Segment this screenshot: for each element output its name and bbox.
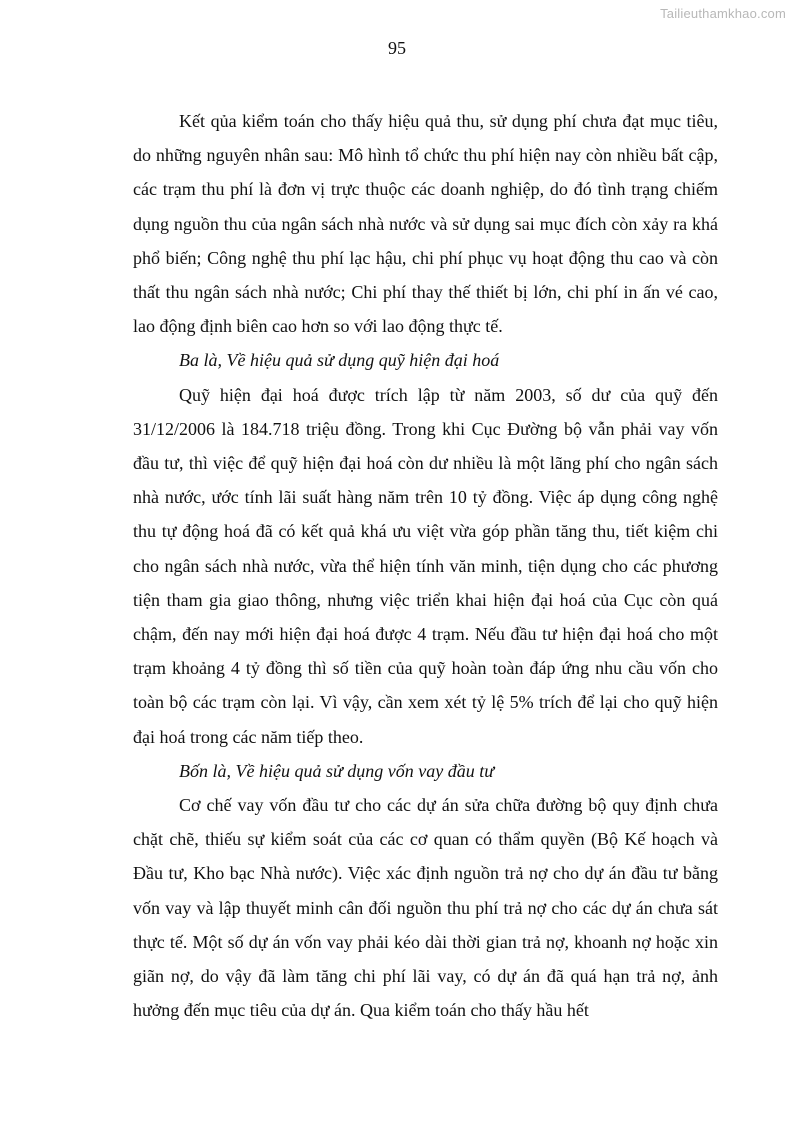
paragraph-modernization-fund: Quỹ hiện đại hoá được trích lập từ năm 2003, số dư của quỹ đến 31/12/2006 là 184.718 triệu đồng. Trong khi Cục Đường bộ vẫn phải vay vốn đầu tư, thì việc để quỹ hiện đại hoá còn dư nhiều là một lãng phí cho ngân sách nhà nước, ước tính lãi suất hàng năm trên 10 tỷ đồng. Việc áp dụng công nghệ thu tự động hoá đã có kết quả khá ưu việt vừa góp phần tăng thu, tiết kiệm chi cho ngân sách nhà nước, vừa thể hiện tính văn minh, tiện dụng cho các phương tiện tham gia giao thông, nhưng việc triển khai hiện đại hoá của Cục còn quá chậm, đến nay mới hiện đại hoá được 4 trạm. Nếu đầu tư hiện đại hoá cho một trạm khoảng 4 tỷ đồng thì số tiền của quỹ hoàn toàn đáp ứng nhu cầu vốn cho toàn bộ các trạm còn lại. Vì vậy, cần xem xét tỷ lệ 5% trích để lại cho quỹ hiện đại hoá trong các năm tiếp theo. (133, 384, 718, 747)
page-number: 95 (388, 38, 406, 58)
document-body (133, 104, 718, 1027)
section-heading-modernization-fund: Ba là, Về hiệu quả sử dụng quỹ hiện đại hoá (179, 350, 500, 371)
paragraph-audit-results: Kết qủa kiểm toán cho thấy hiệu quả thu, sử dụng phí chưa đạt mục tiêu, do những nguyên nhân sau: Mô hình tổ chức thu phí hiện nay còn nhiều bất cập, các trạm thu phí là đơn vị trực thuộc các doanh nghiệp, do đó tình trạng chiếm dụng nguồn thu của ngân sách nhà nước và sử dụng sai mục đích còn xảy ra khá phổ biến; Công nghệ thu phí lạc hậu, chi phí phục vụ hoạt động thu cao và còn thất thu ngân sách nhà nước; Chi phí thay thế thiết bị lớn, chi phí in ấn vé cao, lao động định biên cao hơn so với lao động thực tế. (133, 111, 718, 337)
section-heading-investment-loans: Bốn là, Về hiệu quả sử dụng vốn vay đầu tư (179, 760, 495, 781)
site-watermark: Tailieuthamkhao.com (660, 6, 786, 21)
paragraph-investment-loans: Cơ chế vay vốn đầu tư cho các dự án sửa chữa đường bộ quy định chưa chặt chẽ, thiếu sự kiểm soát của các cơ quan có thẩm quyền (Bộ Kế hoạch và Đầu tư, Kho bạc Nhà nước). Việc xác định nguồn trả nợ cho dự án đầu tư bằng vốn vay và lập thuyết minh cân đối nguồn thu phí trả nợ cho các dự án chưa sát thực tế. Một số dự án vốn vay phải kéo dài thời gian trả nợ, khoanh nợ hoặc xin giãn nợ, do vậy đã làm tăng chi phí lãi vay, có dự án đã quá hạn trả nợ, ảnh hưởng đến mục tiêu của dự án. Qua kiểm toán cho thấy hầu hết (133, 795, 718, 1021)
